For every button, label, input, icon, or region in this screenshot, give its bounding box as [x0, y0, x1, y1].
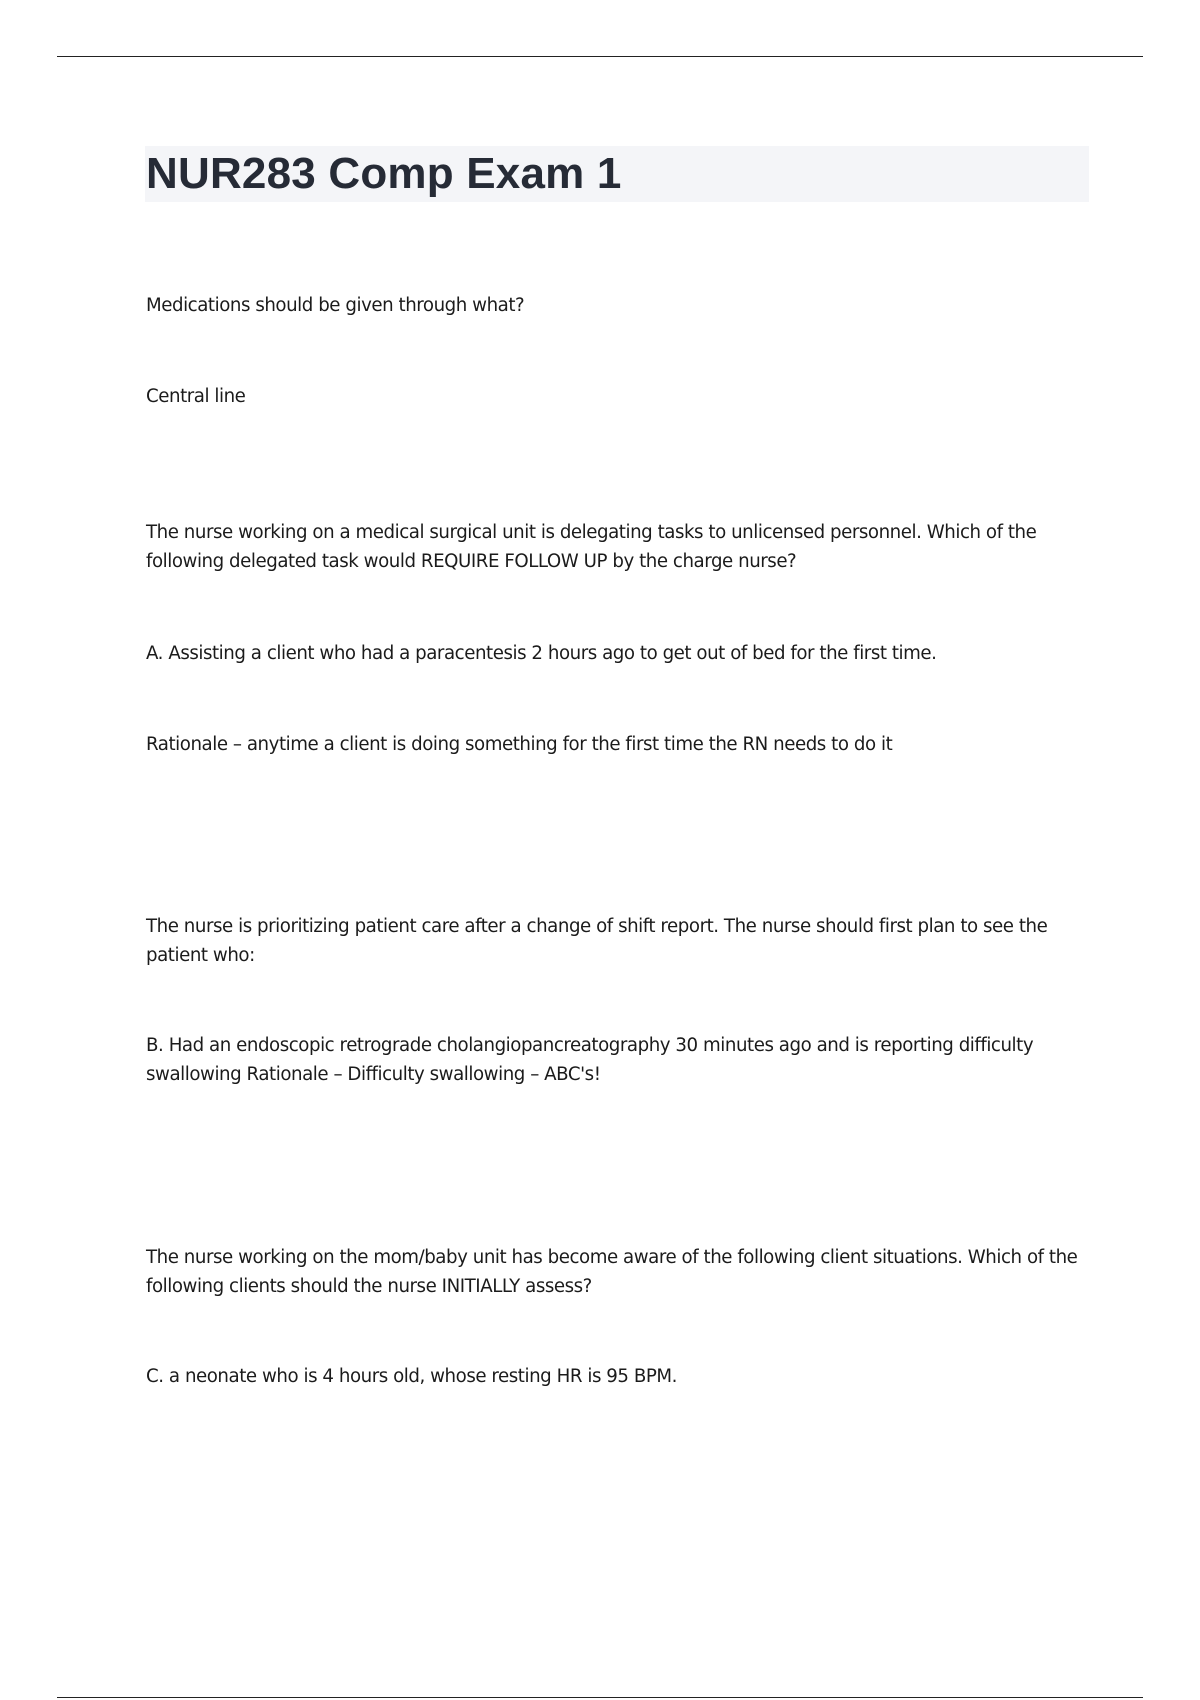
answer-1: Central line	[146, 386, 246, 407]
question-4: The nurse working on the mom/baby unit has become aware of the following client situations. Which of the following clients should the nurse INITIALLY assess?	[146, 1247, 1078, 1297]
document-title: NUR283 Comp Exam 1	[146, 149, 622, 198]
answer-3: B. Had an endoscopic retrograde cholangiopancreatography 30 minutes ago and is reporting difficulty swallowing Rationale – Difficulty swallowing – ABC's!	[146, 1035, 1034, 1085]
rationale-2: Rationale – anytime a client is doing something for the first time the RN needs to do it	[146, 734, 893, 755]
question-2: The nurse working on a medical surgical unit is delegating tasks to unlicensed personnel. Which of the following delegated task would REQUIRE FOLLOW UP by the charge nurse?	[146, 522, 1037, 572]
top-divider	[57, 56, 1143, 57]
answer-2: A. Assisting a client who had a paracentesis 2 hours ago to get out of bed for the first time.	[146, 643, 937, 664]
answer-4: C. a neonate who is 4 hours old, whose resting HR is 95 BPM.	[146, 1366, 677, 1387]
bottom-divider	[57, 1697, 1143, 1698]
question-3: The nurse is prioritizing patient care after a change of shift report. The nurse should first plan to see the patient who:	[146, 916, 1048, 966]
question-1: Medications should be given through what?	[146, 295, 525, 316]
